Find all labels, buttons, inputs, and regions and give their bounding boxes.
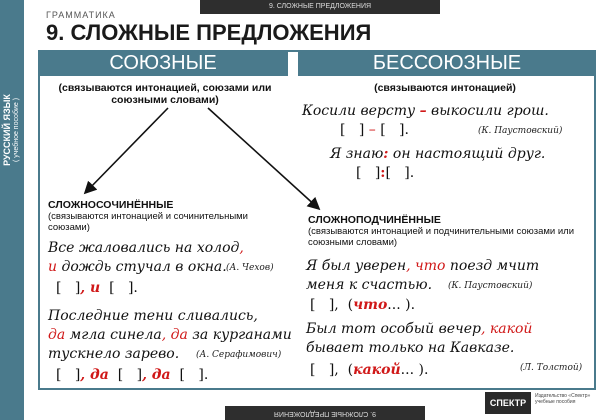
scheme-bracket: [ xyxy=(310,297,316,313)
column-header-bessoyuznye: БЕССОЮЗНЫЕ xyxy=(298,50,596,76)
scheme-bracket: [ xyxy=(56,367,62,383)
compound-scheme-2 xyxy=(56,367,208,384)
scheme-bracket: ]. xyxy=(404,165,415,181)
compound-ex2-line1: Последние тени сливались, xyxy=(48,308,258,324)
complex-ex2-line1 xyxy=(306,321,532,338)
scheme-paren: ( xyxy=(347,297,354,313)
bessoyuz-ex1-dash: – xyxy=(419,103,427,119)
bessoyuz-ex1-part2: выкосили грош. xyxy=(426,103,549,119)
scheme-bracket: [ xyxy=(179,367,185,383)
bessoyuz-scheme-1 xyxy=(340,122,409,139)
scheme-paren: ( xyxy=(347,362,354,378)
scheme-conj: , да xyxy=(142,367,171,383)
bessoyuz-ex2-part2: он настоящий друг. xyxy=(388,146,546,162)
compound-ex2-author: (А. Серафимович) xyxy=(196,350,282,360)
scheme-bracket: ]. xyxy=(198,367,209,383)
bessoyuz-example-1 xyxy=(302,103,549,120)
scheme-bracket: ] xyxy=(374,165,381,181)
compound-ex2-text: мгла синела xyxy=(65,327,162,343)
scheme-bracket: [ xyxy=(356,165,362,181)
publisher-logo: СПЕКТР xyxy=(485,392,531,414)
compound-scheme-1 xyxy=(56,280,138,297)
scheme-bracket: [ xyxy=(56,280,62,296)
scheme-conj: , да xyxy=(80,367,109,383)
scheme-ellipsis: ... xyxy=(387,297,401,313)
scheme-bracket: [ xyxy=(340,122,346,138)
compound-note: (связываются интонацией и сочинительными союзами) xyxy=(48,211,248,233)
scheme-bracket: [ xyxy=(117,367,124,383)
complex-heading xyxy=(308,214,593,248)
scheme-bracket: ] xyxy=(358,122,365,138)
complex-ex1-author: (К. Паустовский) xyxy=(448,281,533,291)
scheme-conj: , и xyxy=(80,280,101,296)
complex-ex2-conj: , какой xyxy=(481,321,533,337)
scheme-bracket: [ xyxy=(109,280,115,296)
complex-ex1-line1 xyxy=(306,258,539,275)
compound-ex1-line2 xyxy=(48,259,227,276)
bottom-bar: 9. СЛОЖНЫЕ ПРЕДЛОЖЕНИЯ xyxy=(225,406,425,420)
scheme-colon: : xyxy=(380,165,386,181)
page-title: 9. СЛОЖНЫЕ ПРЕДЛОЖЕНИЯ xyxy=(46,20,372,45)
publisher-info: Издательство «Спектр» учебные пособия xyxy=(535,393,591,405)
kicker: ГРАММАТИКА xyxy=(46,10,116,20)
scheme-bracket: [ xyxy=(310,362,316,378)
scheme-conj: какой xyxy=(353,362,401,378)
scheme-comma: , xyxy=(334,297,339,313)
scheme-bracket: [ xyxy=(385,165,391,181)
complex-ex1-text2: поезд мчит xyxy=(445,258,540,274)
complex-title: СЛОЖНОПОДЧИНЁННЫЕ xyxy=(308,214,441,226)
top-bar: 9. СЛОЖНЫЕ ПРЕДЛОЖЕНИЯ xyxy=(200,0,440,14)
sidebar-subtitle: ( учебное пособие ) xyxy=(13,97,20,163)
compound-ex1-text: Все жаловались на холод xyxy=(48,240,240,256)
scheme-conj: что xyxy=(353,297,388,313)
scheme-bracket: ] xyxy=(74,367,81,383)
complex-ex2-author: (Л. Толстой) xyxy=(520,363,583,373)
bessoyuz-example-2 xyxy=(330,146,545,163)
bessoyuznye-note: (связываются интонацией) xyxy=(374,82,516,94)
compound-ex2-text2: за курганами xyxy=(187,327,292,343)
complex-ex2-line2: бывает только на Кавказе. xyxy=(306,340,515,356)
scheme-bracket: [ xyxy=(380,122,386,138)
sidebar-subject-text: РУССКИЙ ЯЗЫК xyxy=(2,94,12,166)
compound-title: СЛОЖНОСОЧИНЁННЫЕ xyxy=(48,199,174,211)
scheme-bracket: ]. xyxy=(127,280,138,296)
bessoyuz-ex1-part1: Косили версту xyxy=(302,103,420,119)
scheme-bracket: ]. xyxy=(399,122,409,138)
scheme-comma: , xyxy=(334,362,339,378)
complex-scheme-1 xyxy=(310,297,415,314)
compound-heading xyxy=(48,199,268,233)
bessoyuz-scheme-2 xyxy=(356,165,414,182)
scheme-bracket: ] xyxy=(74,280,81,296)
compound-ex1-line1 xyxy=(48,240,244,257)
arrow-to-complex xyxy=(208,108,318,208)
scheme-bracket: ] xyxy=(328,362,335,378)
bessoyuz-ex2-part1: Я знаю xyxy=(330,146,384,162)
complex-ex1-text: Я был уверен xyxy=(306,258,407,274)
complex-scheme-2 xyxy=(310,362,428,379)
complex-ex1-line2: меня к счастью. xyxy=(306,277,433,293)
compound-ex2-conj1: да xyxy=(48,327,66,343)
compound-ex1-text2: дождь стучал в окна. xyxy=(57,259,227,275)
scheme-bracket: ] xyxy=(136,367,143,383)
arrow-to-compound xyxy=(86,108,168,192)
compound-ex2-line2 xyxy=(48,327,292,344)
scheme-paren: ). xyxy=(418,362,429,378)
scheme-ellipsis: ... xyxy=(400,362,415,378)
complex-note: (связываются интонацией и подчинительными союзами или союзными словами) xyxy=(308,226,574,248)
compound-ex2-conj2: , да xyxy=(161,327,188,343)
scheme-dash: – xyxy=(368,122,376,138)
compound-ex1-comma: , xyxy=(239,240,244,256)
scheme-bracket: ] xyxy=(328,297,335,313)
compound-ex2-line3: тускнело зарево. xyxy=(48,346,180,362)
complex-ex2-text: Был тот особый вечер xyxy=(306,321,481,337)
compound-ex1-author: (А. Чехов) xyxy=(226,263,274,273)
compound-ex1-conj: и xyxy=(48,259,58,275)
scheme-paren: ). xyxy=(405,297,416,313)
bessoyuz-ex2-colon: : xyxy=(383,146,389,162)
complex-ex1-conj: , что xyxy=(406,258,446,274)
soyuznye-note: (связываются интонацией, союзами или союзными словами) xyxy=(58,82,272,106)
bessoyuz-ex1-author: (К. Паустовский) xyxy=(478,126,563,136)
column-header-soyuznye: СОЮЗНЫЕ xyxy=(38,50,288,76)
